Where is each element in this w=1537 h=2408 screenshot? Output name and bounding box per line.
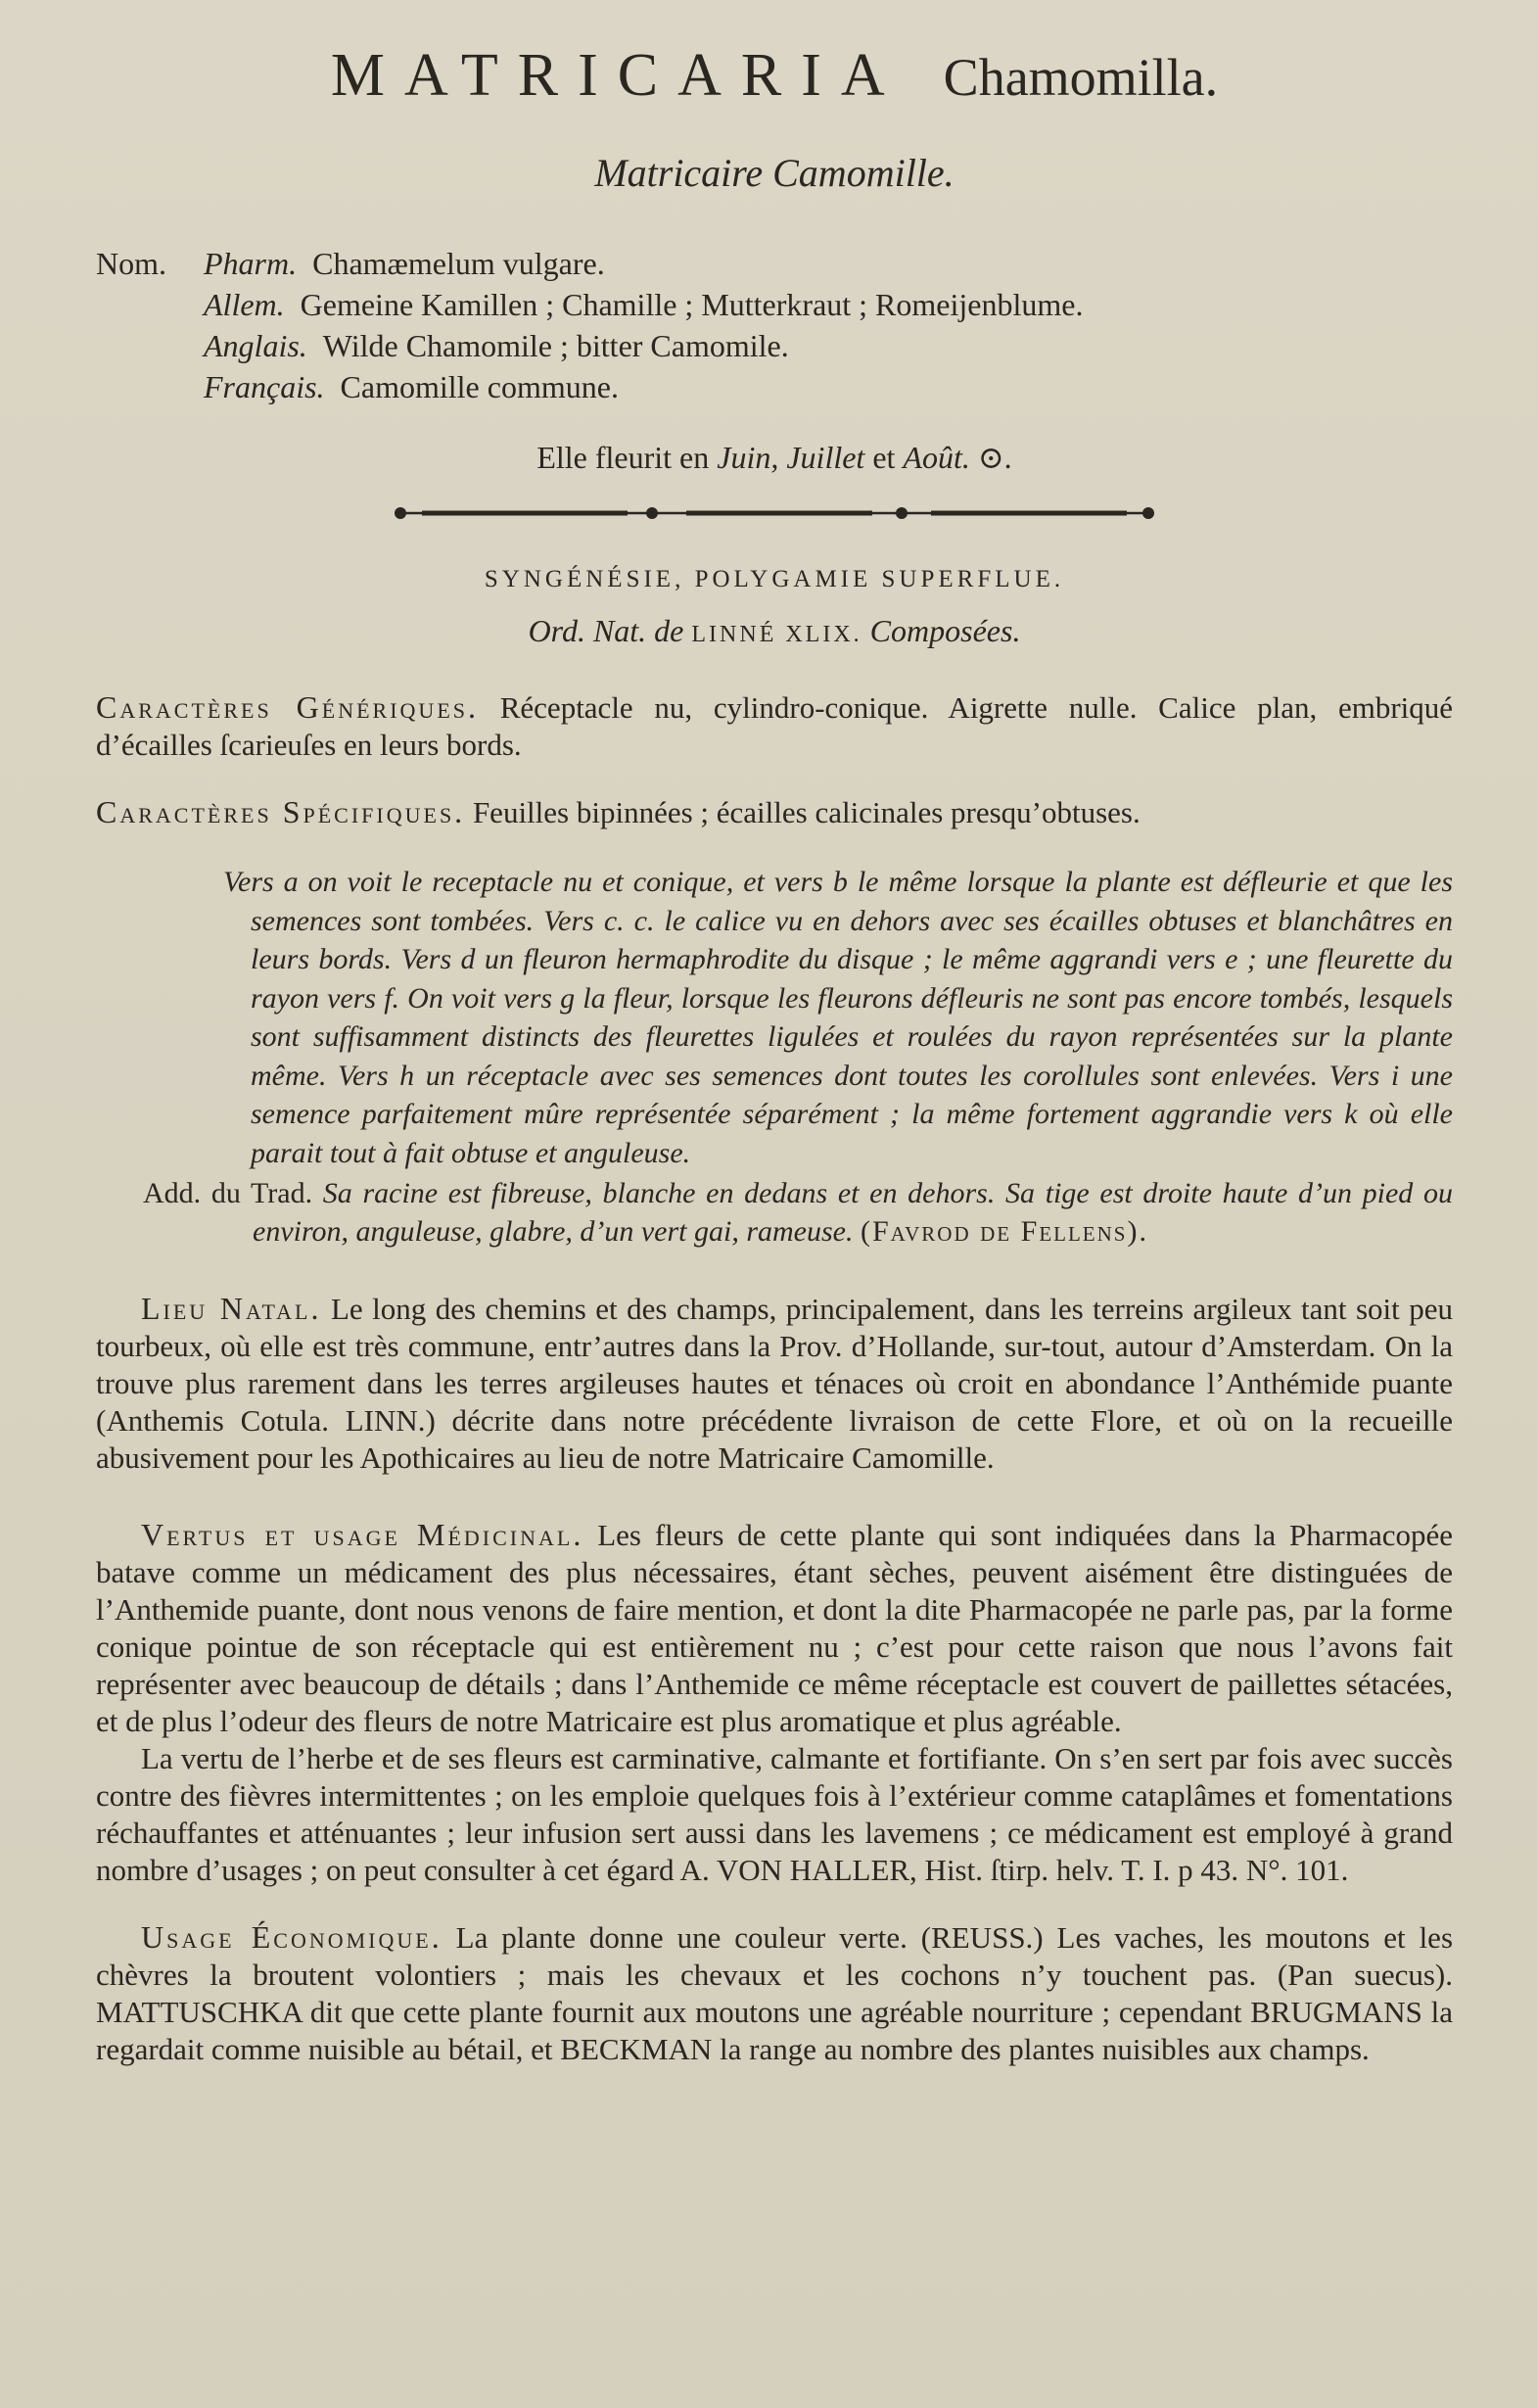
natural-order: Ord. Nat. de LINNÉ XLIX. Composées. bbox=[528, 613, 1021, 648]
economic-section: Usage Économique. La plante donne une couleur verte. (REUSS.) Les vaches, les moutons et les chèvres la broutent volontiers ; mais les chevaux et les cochons n’y touchent pas. (Pan suecus). MATTUSCHKA dit que cette plante fournit aux moutons une agréable nourriture ; cependant BRUGMANS la regardait comme nuisible au bétail, et BECKMAN la range au nombre des plantes nuisibles aux champs. bbox=[96, 1919, 1454, 2066]
nom-label: Nom. bbox=[96, 246, 166, 281]
french-common-name: Matricaire Camomille. bbox=[594, 151, 955, 195]
medicinal-section: Vertus et usage Médicinal. Les fleurs de cette plante qui sont indiquées dans la Pharmacopée batave comme un médicament des plus nécessaires, étant sèches, peuvent aisément être distinguées de l’Anthemide puante, dont nous venons de faire mention, et dont la dite Pharmacopée ne parle pas, par la forme conique pointue de son réceptacle qui est entièrement nu ; c’est pour cette raison que nous l’avons fait représenter avec beaucoup de détails ; dans l’Anthemide ce même réceptacle est couvert de paillettes sétacées, et de plus l’odeur des fleurs de notre Matricaire est plus aromatique et plus agréable. bbox=[96, 1517, 1453, 1738]
lang-label: Allem. bbox=[204, 287, 285, 322]
addtrad-label: Add. du Trad. bbox=[143, 1177, 313, 1209]
name-value: Camomille commune. bbox=[340, 369, 619, 404]
ornamental-divider bbox=[96, 503, 1453, 523]
lang-label: Français. bbox=[204, 369, 325, 404]
translator-addition: Add. du Trad. Sa racine est fibreuse, blanche en dedans et en dehors. Sa tige est droite haute d’un pied ou environ, anguleuse, glabre, d’un vert gai, rameuse. (Favrod de Fellens). bbox=[143, 1177, 1453, 1248]
section-heading: Caractères Spécifiques. bbox=[96, 794, 466, 829]
specific-characters: Caractères Spécifiques. Feuilles bipinnées ; écailles calicinales presqu’obtuses. bbox=[96, 794, 1141, 829]
lang-label: Anglais. bbox=[204, 328, 307, 363]
name-value: Chamæmelum vulgare. bbox=[312, 246, 605, 281]
name-value: Gemeine Kamillen ; Chamille ; Mutterkraut ; Romeijenblume. bbox=[300, 287, 1084, 322]
annual-symbol: ⊙. bbox=[977, 440, 1012, 475]
generic-characters: Caractères Génériques. Réceptacle nu, cylindro-conique. Aigrette nulle. Calice plan, embriqué d’écailles ſcarieuſes en leurs bords. bbox=[96, 689, 1454, 762]
vernacular-names bbox=[96, 243, 1453, 407]
name-row bbox=[96, 366, 1453, 407]
page-title bbox=[96, 41, 1453, 111]
flowering-period: Elle fleurit en Juin, Juillet et Août. ⊙. bbox=[536, 440, 1012, 475]
divider-rule-icon bbox=[393, 503, 1156, 523]
figure-explanation: Vers a on voit le receptacle nu et conique, et vers b le même lorsque la plante est défleurie et que les semences sont tombées. Vers c. c. le calice vu en dehors avec ses écailles obtuses et blanchâtres en leurs bords. Vers d un fleuron hermaphrodite du disque ; le même aggrandi vers e ; une fleurette du rayon vers f. On voit vers g la fleur, lorsque les fleurons défleuris ne sont pas encore tombés, lesquels sont suffisamment distincts des fleurettes ligulées et roulées du rayon représentées sur la plante même. Vers h un réceptacle avec ses semences dont toutes les corollules sont enlevées. Vers i une semence parfaitement mûre représentée séparément ; la même fortement aggrandie vers k où elle parait tout à fait obtuse et anguleuse. bbox=[223, 866, 1453, 1169]
section-heading: Lieu Natal. bbox=[141, 1291, 322, 1326]
habitat-section: Lieu Natal. Le long des chemins et des champs, principalement, dans les terreins argileux tant soit peu tourbeux, où elle est très commune, entr’autres dans la Prov. d’Hollande, sur-tout, autour d’Amsterdam. On la trouve plus rarement dans les terres argileuses hautes et ténaces où croit en abondance l’Anthémide puante (Anthemis Cotula. LINN.) décrite dans notre précédente livraison de cette Flore, et où on la recueille abusivement pour les Apothicaires au lieu de notre Matricaire Camomille. bbox=[96, 1291, 1453, 1475]
section-heading: Vertus et usage Médicinal. bbox=[141, 1517, 584, 1552]
genus-name: MATRICARIA bbox=[330, 42, 905, 109]
name-row bbox=[96, 284, 1453, 325]
species-name: Chamomilla. bbox=[943, 48, 1219, 107]
credit: (Favrod de Fellens). bbox=[861, 1215, 1148, 1248]
section-heading: Usage Économique. bbox=[141, 1919, 442, 1955]
section-heading: Caractères Génériques. bbox=[96, 689, 479, 725]
name-value: Wilde Chamomile ; bitter Camomile. bbox=[322, 328, 789, 363]
linnaean-class: SYNGÉNÉSIE, POLYGAMIE SUPERFLUE. bbox=[484, 566, 1065, 592]
lang-label: Pharm. bbox=[204, 246, 298, 281]
medicinal-section-continued: La vertu de l’herbe et de ses fleurs est carminative, calmante et fortifiante. On s’en sert par fois avec succès contre des fièvres intermittentes ; on les emploie quelques fois à l’extérieur comme cataplâmes et fomentations réchauffantes et atténuantes ; leur infusion sert aussi dans les lavemens ; ce médicament est employé à grand nombre d’usages ; on peut consulter à cet égard A. VON HALLER, Hist. ſtirp. helv. T. I. p 43. N°. 101. bbox=[96, 1741, 1453, 1887]
name-row bbox=[96, 325, 1453, 366]
name-row bbox=[96, 243, 1453, 284]
